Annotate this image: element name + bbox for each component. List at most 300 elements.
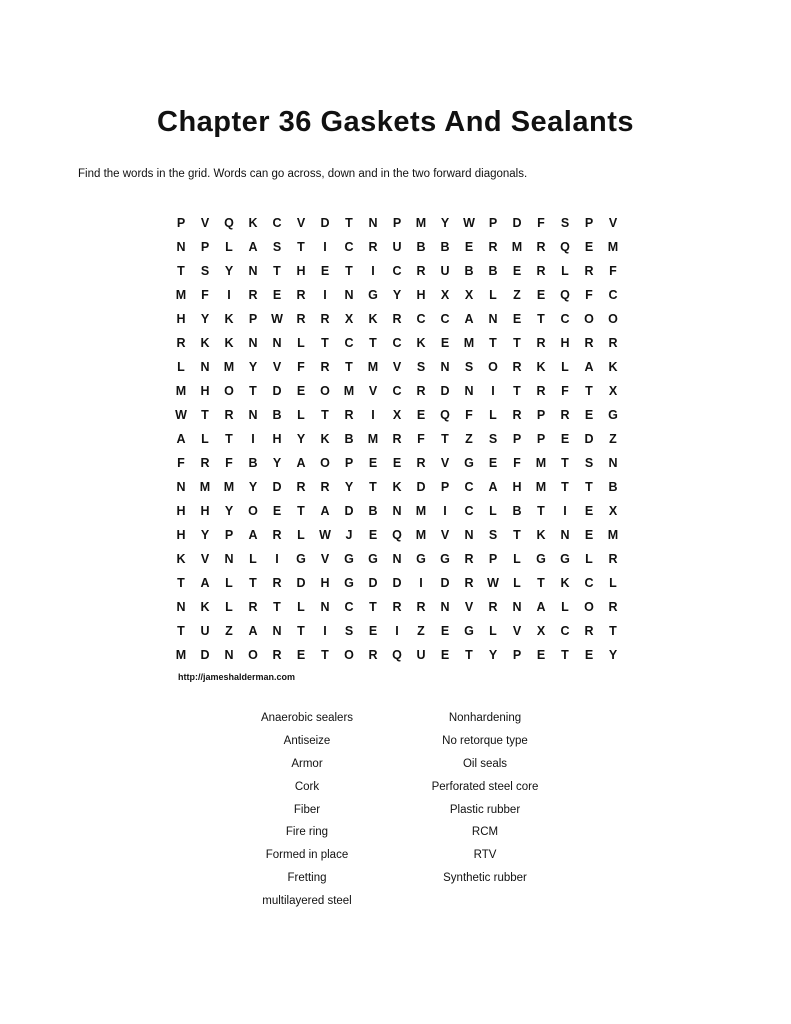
- grid-cell: T: [249, 576, 257, 590]
- word-list-left: [217, 707, 397, 913]
- grid-cell: L: [297, 336, 305, 350]
- grid-cell: N: [392, 552, 402, 566]
- grid-cell: F: [297, 360, 305, 374]
- word-list-item: RTV: [473, 849, 497, 862]
- grid-cell: S: [488, 432, 498, 446]
- grid-cell: E: [584, 648, 594, 662]
- grid-cell: T: [561, 480, 569, 494]
- grid-cell: D: [272, 480, 282, 494]
- grid-cell: S: [560, 216, 570, 230]
- grid-cell: L: [225, 240, 233, 254]
- grid-cell: K: [224, 336, 234, 350]
- grid-cell: B: [440, 240, 450, 254]
- grid-cell: R: [296, 480, 306, 494]
- grid-cell: T: [513, 528, 521, 542]
- grid-cell: V: [512, 624, 522, 638]
- grid-cell: W: [271, 312, 283, 326]
- grid-cell: R: [584, 624, 594, 638]
- grid-cell: R: [320, 360, 330, 374]
- grid-cell: R: [416, 456, 426, 470]
- grid-cell: P: [536, 408, 546, 422]
- grid-cell: O: [248, 648, 258, 662]
- grid-cell: E: [488, 456, 498, 470]
- grid-cell: B: [344, 432, 354, 446]
- grid-cell: N: [440, 600, 450, 614]
- grid-cell: K: [392, 480, 402, 494]
- grid-cell: T: [177, 576, 185, 590]
- grid-cell: K: [560, 576, 570, 590]
- grid-cell: D: [512, 216, 522, 230]
- grid-cell: H: [176, 312, 186, 326]
- grid-cell: R: [416, 600, 426, 614]
- grid-cell: H: [176, 528, 186, 542]
- grid-cell: R: [464, 576, 474, 590]
- grid-cell: N: [176, 600, 186, 614]
- grid-cell: G: [560, 552, 570, 566]
- grid-cell: P: [512, 648, 522, 662]
- grid-cell: Y: [392, 288, 402, 302]
- grid-cell: V: [272, 360, 282, 374]
- grid-cell: B: [488, 264, 498, 278]
- grid-cell: E: [272, 504, 282, 518]
- grid-cell: O: [584, 312, 594, 326]
- grid-cell: R: [488, 600, 498, 614]
- grid-cell: E: [440, 336, 450, 350]
- grid-cell: F: [537, 216, 545, 230]
- grid-cell: R: [512, 360, 522, 374]
- grid-cell: K: [200, 336, 210, 350]
- grid-cell: N: [464, 384, 474, 398]
- grid-cell: C: [272, 216, 282, 230]
- word-list-item: Fiber: [293, 803, 321, 816]
- grid-cell: T: [609, 624, 617, 638]
- grid-cell: C: [392, 336, 402, 350]
- grid-cell: T: [177, 624, 185, 638]
- grid-cell: R: [248, 288, 258, 302]
- grid-cell: D: [344, 504, 354, 518]
- grid-cell: L: [561, 360, 569, 374]
- grid-cell: R: [344, 408, 354, 422]
- grid-cell: T: [273, 600, 281, 614]
- grid-cell: F: [225, 456, 233, 470]
- grid-cell: M: [607, 528, 619, 542]
- grid-cell: N: [176, 480, 186, 494]
- grid-cell: N: [464, 528, 474, 542]
- grid-cell: U: [440, 264, 450, 278]
- grid-cell: K: [536, 360, 546, 374]
- grid-cell: C: [584, 576, 594, 590]
- grid-cell: P: [488, 552, 498, 566]
- grid-cell: N: [512, 600, 522, 614]
- grid-cell: C: [392, 264, 402, 278]
- grid-cell: L: [201, 432, 209, 446]
- grid-cell: O: [608, 312, 618, 326]
- grid-cell: N: [560, 528, 570, 542]
- grid-cell: R: [536, 384, 546, 398]
- grid-cell: L: [297, 408, 305, 422]
- source-url: http://jameshalderman.com: [178, 672, 296, 682]
- grid-cell: X: [440, 288, 450, 302]
- grid-cell: N: [272, 624, 282, 638]
- grid-cell: P: [440, 480, 450, 494]
- grid-cell: L: [489, 408, 497, 422]
- grid-cell: H: [560, 336, 570, 350]
- grid-cell: K: [368, 312, 378, 326]
- grid-cell: T: [537, 312, 545, 326]
- grid-cell: T: [585, 384, 593, 398]
- grid-cell: Z: [225, 624, 233, 638]
- word-list-item: Anaerobic sealers: [260, 712, 354, 724]
- grid-cell: T: [177, 264, 185, 278]
- grid-cell: Q: [440, 408, 450, 422]
- grid-cell: L: [513, 576, 521, 590]
- grid-cell: M: [175, 288, 187, 302]
- grid-cell: G: [296, 552, 306, 566]
- grid-cell: Q: [560, 240, 570, 254]
- grid-cell: G: [344, 552, 354, 566]
- grid-cell: T: [369, 480, 377, 494]
- word-list-item: Oil seals: [462, 757, 508, 770]
- grid-cell: L: [225, 576, 233, 590]
- grid-cell: E: [584, 504, 594, 518]
- grid-cell: D: [416, 480, 426, 494]
- grid-cell: O: [344, 648, 354, 662]
- grid-cell: C: [416, 312, 426, 326]
- grid-cell: I: [371, 408, 375, 422]
- grid-cell: F: [465, 408, 473, 422]
- grid-cell: K: [200, 600, 210, 614]
- grid-cell: U: [416, 648, 426, 662]
- grid-cell: Z: [417, 624, 425, 638]
- grid-cell: C: [464, 480, 474, 494]
- grid-cell: R: [272, 528, 282, 542]
- grid-cell: Y: [344, 480, 354, 494]
- grid-cell: U: [200, 624, 210, 638]
- grid-cell: Y: [608, 648, 618, 662]
- grid-cell: R: [512, 408, 522, 422]
- grid-cell: H: [200, 384, 210, 398]
- grid-cell: T: [369, 600, 377, 614]
- grid-cell: T: [465, 648, 473, 662]
- grid-cell: R: [272, 576, 282, 590]
- grid-cell: E: [392, 456, 402, 470]
- grid-cell: R: [608, 600, 618, 614]
- grid-cell: V: [200, 552, 210, 566]
- grid-cell: R: [488, 240, 498, 254]
- grid-cell: T: [201, 408, 209, 422]
- word-list-item: Synthetic rubber: [443, 872, 527, 885]
- grid-cell: L: [489, 504, 497, 518]
- grid-cell: R: [392, 312, 402, 326]
- grid-cell: C: [560, 312, 570, 326]
- grid-cell: T: [345, 360, 353, 374]
- grid-cell: V: [440, 456, 450, 470]
- grid-cell: L: [225, 600, 233, 614]
- grid-cell: P: [344, 456, 354, 470]
- grid-cell: E: [368, 528, 378, 542]
- grid-cell: M: [199, 480, 211, 494]
- grid-cell: E: [296, 648, 306, 662]
- grid-cell: D: [296, 576, 306, 590]
- grid-cell: F: [585, 288, 593, 302]
- grid-cell: L: [489, 624, 497, 638]
- grid-cell: M: [607, 240, 619, 254]
- grid-cell: J: [345, 528, 353, 542]
- grid-cell: N: [272, 336, 282, 350]
- word-list-item: RCM: [471, 826, 499, 839]
- grid-cell: L: [177, 360, 185, 374]
- word-list-right: [395, 707, 575, 890]
- grid-cell: L: [297, 600, 305, 614]
- grid-cell: I: [395, 624, 399, 638]
- grid-cell: M: [367, 360, 379, 374]
- grid-cell: M: [463, 336, 475, 350]
- grid-cell: E: [536, 648, 546, 662]
- page-title: Chapter 36 Gaskets And Sealants: [157, 106, 634, 138]
- word-search-grid: [169, 211, 625, 667]
- grid-cell: Y: [488, 648, 498, 662]
- grid-cell: N: [248, 336, 258, 350]
- grid-cell: H: [296, 264, 306, 278]
- grid-cell: E: [440, 624, 450, 638]
- grid-cell: V: [200, 216, 210, 230]
- grid-cell: L: [249, 552, 257, 566]
- grid-cell: K: [416, 336, 426, 350]
- grid-cell: T: [273, 264, 281, 278]
- grid-cell: Q: [392, 648, 402, 662]
- word-list-item: No retorque type: [442, 734, 528, 747]
- grid-cell: E: [272, 288, 282, 302]
- grid-cell: N: [176, 240, 186, 254]
- grid-cell: B: [464, 264, 474, 278]
- grid-cell: R: [464, 552, 474, 566]
- word-list-item: Formed in place: [265, 849, 349, 862]
- grid-cell: M: [535, 456, 547, 470]
- grid-cell: R: [392, 432, 402, 446]
- grid-cell: R: [296, 288, 306, 302]
- grid-cell: C: [608, 288, 618, 302]
- grid-cell: R: [320, 480, 330, 494]
- word-list-item: Cork: [294, 780, 320, 793]
- instructions-text: Find the words in the grid. Words can go across, down and in the two forward diagonals.: [78, 168, 528, 180]
- grid-cell: I: [323, 624, 327, 638]
- grid-cell: E: [368, 456, 378, 470]
- grid-cell: Y: [248, 480, 258, 494]
- grid-cell: X: [344, 312, 354, 326]
- grid-cell: L: [561, 264, 569, 278]
- grid-cell: Z: [513, 288, 521, 302]
- grid-cell: I: [419, 576, 423, 590]
- grid-cell: B: [248, 456, 258, 470]
- grid-cell: M: [175, 384, 187, 398]
- grid-cell: A: [320, 504, 330, 518]
- grid-cell: E: [584, 528, 594, 542]
- grid-cell: A: [200, 576, 210, 590]
- grid-cell: K: [224, 312, 234, 326]
- grid-cell: O: [248, 504, 258, 518]
- grid-cell: Y: [224, 264, 234, 278]
- grid-cell: O: [320, 456, 330, 470]
- grid-cell: S: [464, 360, 474, 374]
- grid-cell: V: [368, 384, 378, 398]
- grid-cell: I: [227, 288, 231, 302]
- grid-cell: T: [441, 432, 449, 446]
- grid-cell: E: [512, 264, 522, 278]
- grid-cell: L: [489, 288, 497, 302]
- grid-cell: K: [536, 528, 546, 542]
- grid-cell: M: [367, 432, 379, 446]
- grid-cell: C: [344, 600, 354, 614]
- grid-cell: K: [248, 216, 258, 230]
- grid-cell: T: [321, 336, 329, 350]
- grid-cell: O: [488, 360, 498, 374]
- grid-cell: A: [296, 456, 306, 470]
- grid-cell: F: [417, 432, 425, 446]
- grid-cell: B: [608, 480, 618, 494]
- grid-cell: C: [392, 384, 402, 398]
- grid-cell: P: [224, 528, 234, 542]
- grid-cell: A: [464, 312, 474, 326]
- grid-cell: P: [392, 216, 402, 230]
- grid-cell: R: [176, 336, 186, 350]
- grid-cell: R: [416, 264, 426, 278]
- grid-cell: S: [416, 360, 426, 374]
- grid-cell: H: [512, 480, 522, 494]
- grid-cell: I: [251, 432, 255, 446]
- grid-cell: T: [537, 504, 545, 518]
- grid-cell: Y: [296, 432, 306, 446]
- grid-cell: H: [416, 288, 426, 302]
- grid-cell: F: [201, 288, 209, 302]
- grid-cell: B: [368, 504, 378, 518]
- grid-cell: T: [345, 264, 353, 278]
- grid-cell: C: [344, 240, 354, 254]
- grid-cell: N: [368, 216, 378, 230]
- grid-cell: E: [536, 288, 546, 302]
- grid-cell: C: [464, 504, 474, 518]
- word-list-item: Fretting: [287, 872, 327, 885]
- grid-cell: Y: [272, 456, 282, 470]
- grid-cell: A: [536, 600, 546, 614]
- grid-cell: M: [343, 384, 355, 398]
- grid-cell: L: [585, 552, 593, 566]
- grid-cell: T: [345, 216, 353, 230]
- grid-cell: I: [563, 504, 567, 518]
- grid-cell: W: [463, 216, 475, 230]
- grid-cell: E: [464, 240, 474, 254]
- grid-cell: V: [608, 216, 618, 230]
- grid-cell: I: [323, 288, 327, 302]
- grid-cell: I: [323, 240, 327, 254]
- grid-cell: N: [248, 264, 258, 278]
- grid-cell: A: [248, 240, 258, 254]
- grid-cell: Q: [392, 528, 402, 542]
- grid-cell: M: [415, 216, 427, 230]
- grid-cell: G: [344, 576, 354, 590]
- grid-cell: R: [392, 600, 402, 614]
- grid-cell: N: [344, 288, 354, 302]
- grid-cell: N: [392, 504, 402, 518]
- grid-cell: I: [443, 504, 447, 518]
- grid-cell: T: [321, 648, 329, 662]
- grid-cell: I: [275, 552, 279, 566]
- grid-cell: T: [321, 408, 329, 422]
- grid-cell: R: [272, 648, 282, 662]
- grid-cell: R: [560, 408, 570, 422]
- word-list-item: Armor: [291, 757, 323, 770]
- grid-cell: A: [488, 480, 498, 494]
- grid-cell: T: [297, 240, 305, 254]
- grid-cell: B: [512, 504, 522, 518]
- grid-cell: E: [584, 240, 594, 254]
- grid-cell: O: [224, 384, 234, 398]
- grid-cell: R: [608, 552, 618, 566]
- word-list-item: Plastic rubber: [449, 803, 521, 816]
- grid-cell: P: [200, 240, 210, 254]
- grid-cell: H: [200, 504, 210, 518]
- grid-cell: T: [249, 384, 257, 398]
- grid-cell: Y: [248, 360, 258, 374]
- grid-cell: E: [440, 648, 450, 662]
- grid-cell: C: [440, 312, 450, 326]
- grid-cell: N: [224, 648, 234, 662]
- grid-cell: C: [344, 336, 354, 350]
- grid-cell: R: [320, 312, 330, 326]
- grid-cell: R: [296, 312, 306, 326]
- grid-cell: R: [536, 240, 546, 254]
- grid-cell: D: [320, 216, 330, 230]
- grid-cell: G: [536, 552, 546, 566]
- grid-cell: L: [513, 552, 521, 566]
- grid-cell: N: [488, 312, 498, 326]
- grid-cell: R: [584, 264, 594, 278]
- grid-cell: T: [225, 432, 233, 446]
- grid-cell: N: [248, 408, 258, 422]
- grid-cell: A: [248, 528, 258, 542]
- grid-cell: T: [537, 576, 545, 590]
- grid-cell: R: [584, 336, 594, 350]
- grid-cell: B: [272, 408, 282, 422]
- grid-cell: R: [536, 264, 546, 278]
- grid-cell: A: [248, 624, 258, 638]
- grid-cell: I: [371, 264, 375, 278]
- grid-cell: A: [176, 432, 186, 446]
- grid-cell: T: [513, 336, 521, 350]
- word-list-item: multilayered steel: [262, 895, 352, 908]
- grid-cell: Q: [224, 216, 234, 230]
- grid-cell: K: [176, 552, 186, 566]
- grid-cell: T: [297, 624, 305, 638]
- grid-cell: R: [200, 456, 210, 470]
- grid-cell: D: [392, 576, 402, 590]
- grid-cell: U: [392, 240, 402, 254]
- grid-cell: P: [248, 312, 258, 326]
- grid-cell: V: [440, 528, 450, 542]
- grid-cell: T: [585, 480, 593, 494]
- grid-cell: T: [513, 384, 521, 398]
- grid-cell: V: [296, 216, 306, 230]
- grid-cell: R: [608, 336, 618, 350]
- grid-cell: E: [584, 408, 594, 422]
- grid-cell: E: [296, 384, 306, 398]
- grid-cell: G: [416, 552, 426, 566]
- grid-cell: C: [560, 624, 570, 638]
- grid-cell: G: [464, 456, 474, 470]
- grid-cell: W: [487, 576, 499, 590]
- grid-cell: R: [368, 240, 378, 254]
- grid-cell: S: [344, 624, 354, 638]
- grid-cell: P: [512, 432, 522, 446]
